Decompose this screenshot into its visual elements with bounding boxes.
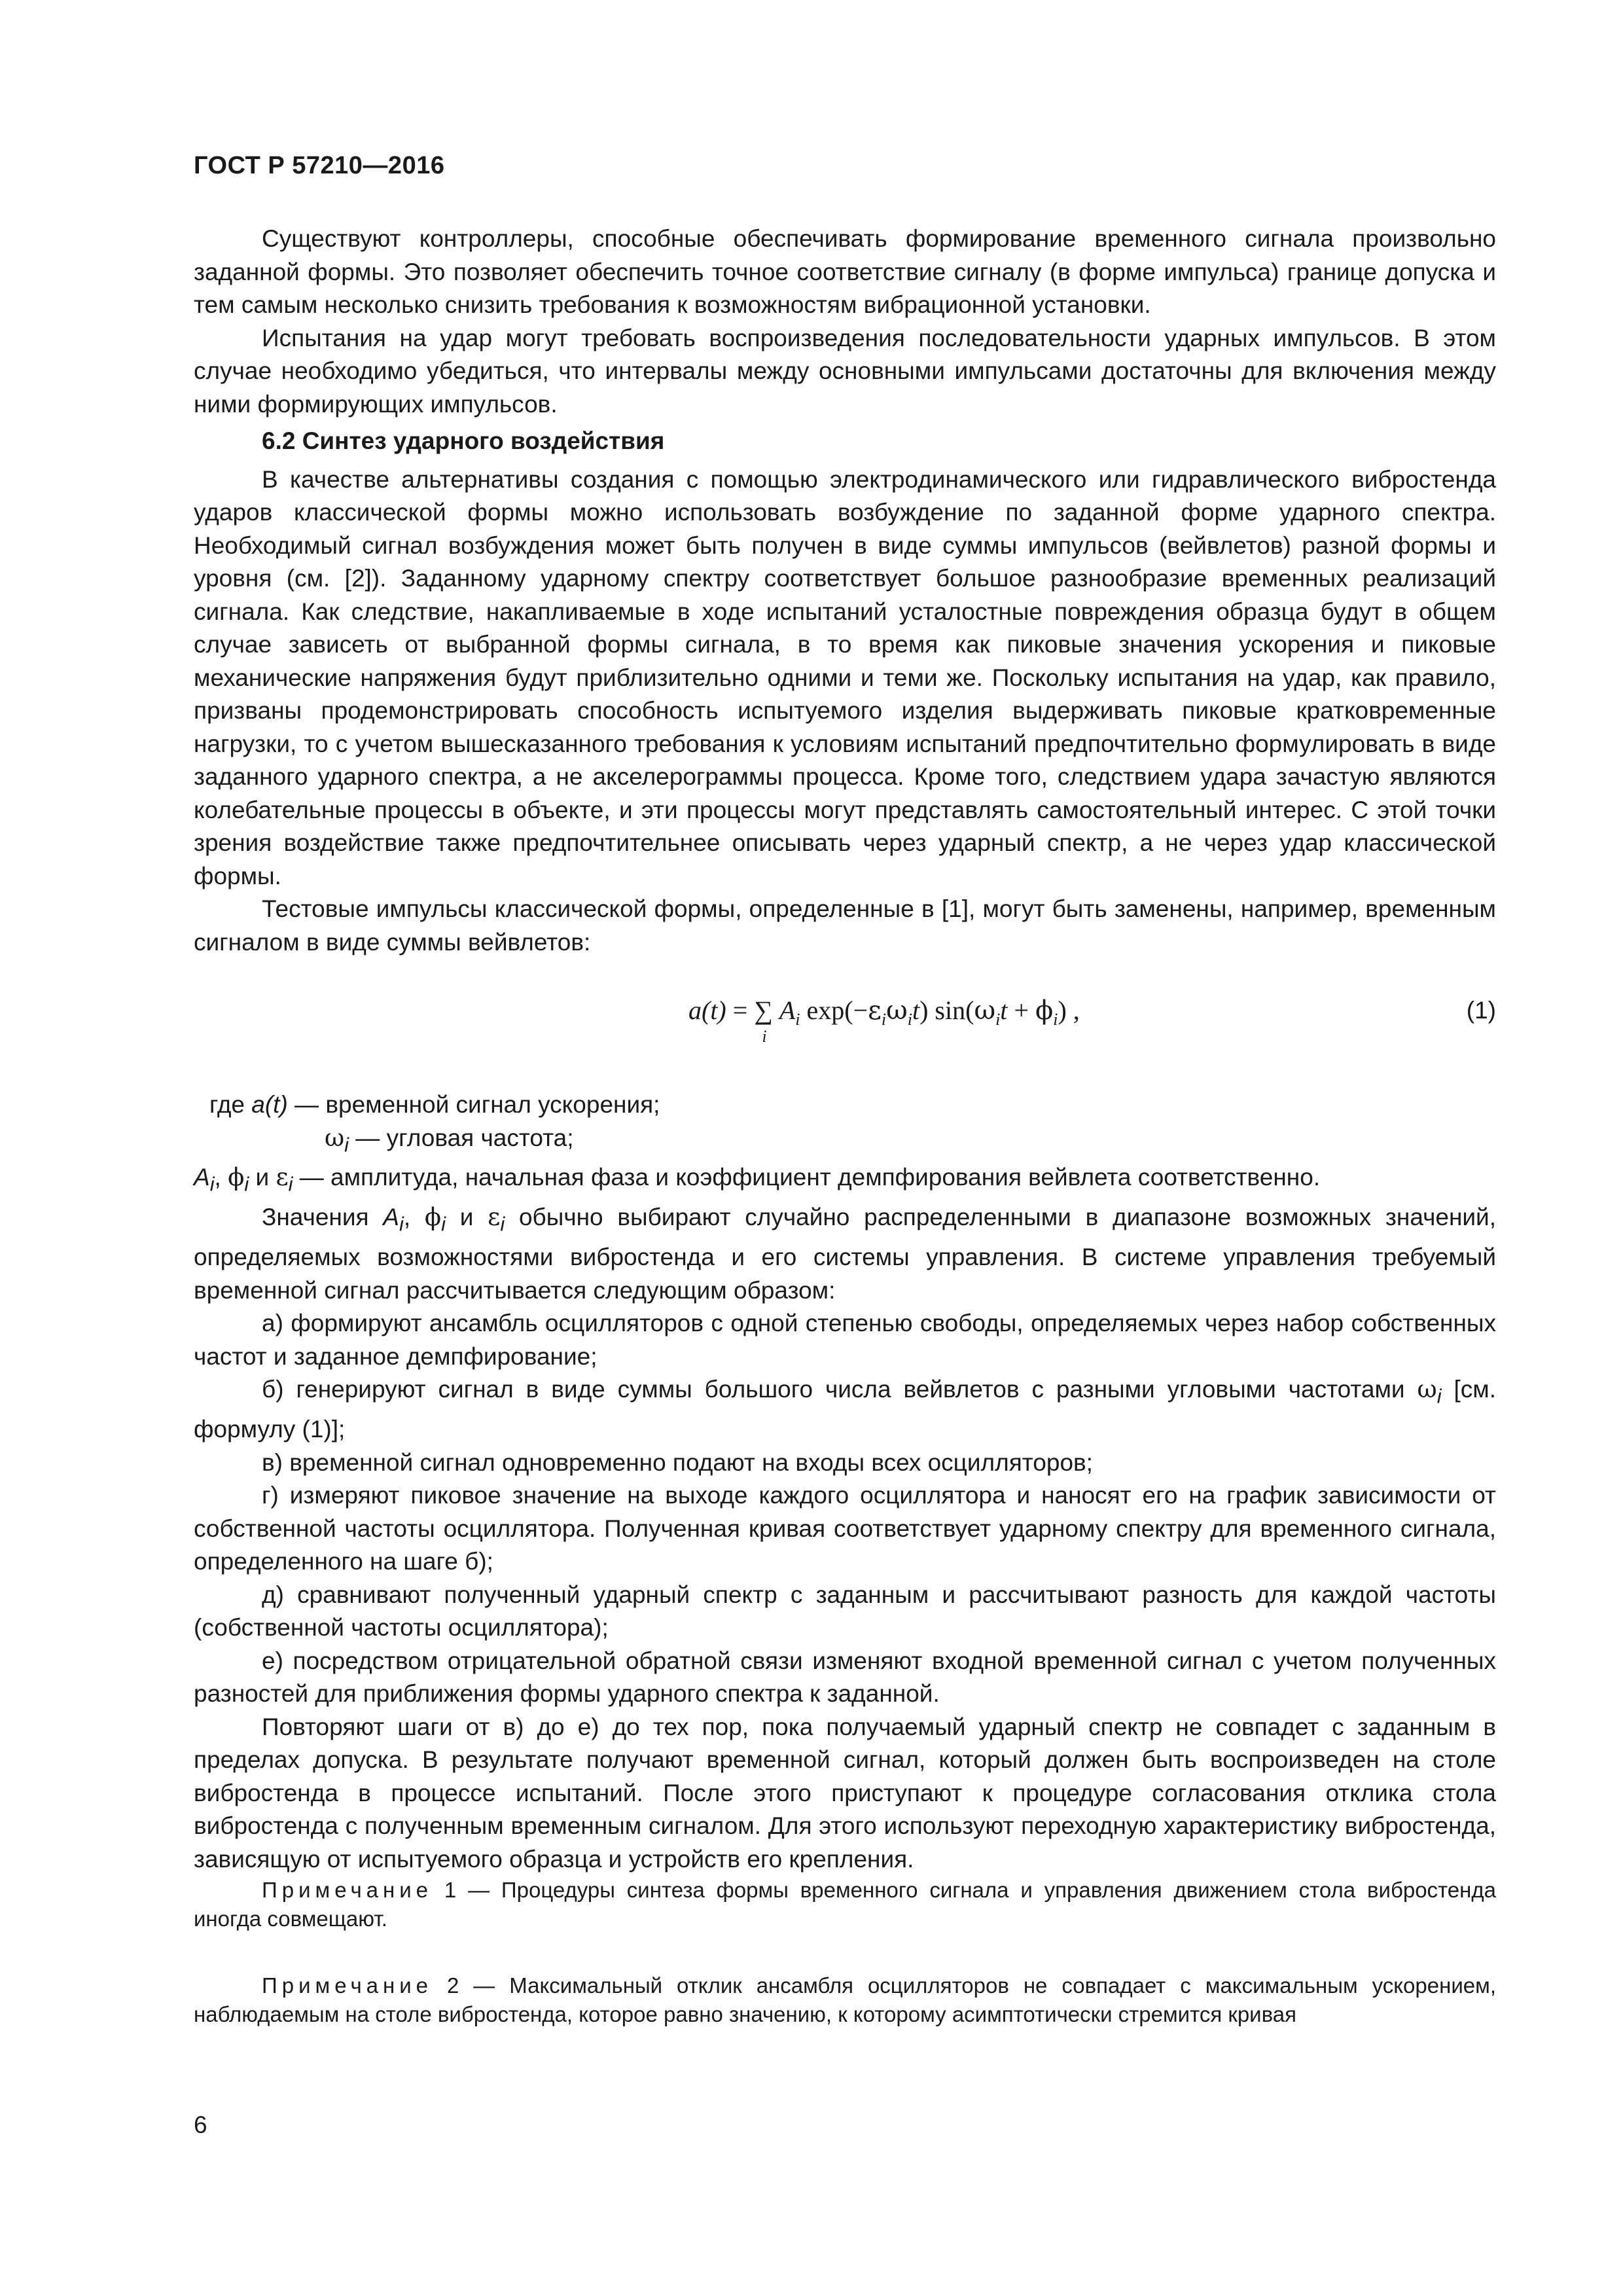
list-item: е) посредством отрицательной обратной связи изменяют входной временной сигнал с учетом полученных разностей для приближения формы ударного спектра к заданной. <box>194 1647 1496 1708</box>
note-number: 1 <box>433 1878 457 1903</box>
page-number: 6 <box>194 2111 207 2138</box>
var-sub: i <box>399 1212 404 1236</box>
paragraph: Повторяют шаги от в) до е) до тех пор, пока получаемый ударный спектр не совпадет с заданным в пределах допуска. В результате получают временной сигнал, который должен быть воспроизведен на столе вибростенда в процессе испытаний. После этого приступают к процедуре согласования отклика стола вибростенда с полученным временным сигналом. Для этого используют переходную характеристику вибростенда, зависящую от испытуемого образца и устройств его крепления. <box>194 1713 1496 1873</box>
doc-header: ГОСТ Р 57210—2016 <box>194 152 445 179</box>
formula-sub: i <box>795 1010 800 1029</box>
list-item: а) формируют ансамбль осцилляторов с одной степенью свободы, определяемых через набор собственных частот и заданное демпфирование; <box>194 1310 1496 1370</box>
var-sub: i <box>500 1212 505 1236</box>
text-span: и <box>445 1204 488 1231</box>
formula-omega: ω <box>974 996 996 1026</box>
formula-equals: = <box>732 996 748 1025</box>
formula-sub: i <box>881 1010 887 1029</box>
where-sub: i <box>244 1172 249 1196</box>
where-text: — угловая частота; <box>349 1124 574 1151</box>
sum-index: i <box>762 1027 767 1046</box>
paragraph: Тестовые импульсы классической формы, определенные в [1], могут быть заменены, например, временным сигналом в виде суммы вейвлетов: <box>194 895 1496 956</box>
var-sub: i <box>441 1212 446 1236</box>
formula-sin: ) sin( <box>919 996 974 1025</box>
list-item: г) измеряют пиковое значение на выходе каждого осциллятора и наносят его на график зависимости от собственной частоты осциллятора. Полученная кривая соответствует ударному спектру для временного сигнала, определенного на шаге б); <box>194 1482 1496 1575</box>
formula-t: t <box>1000 996 1008 1025</box>
formula <box>688 994 1080 1046</box>
formula-block <box>194 978 1496 1065</box>
formula-omega: ω <box>886 996 908 1026</box>
formula-t: t <box>912 996 920 1025</box>
where-line <box>194 1088 1496 1122</box>
list-item <box>194 1373 1496 1446</box>
where-text: — временной сигнал ускорения; <box>287 1091 660 1118</box>
where-prefix: где <box>209 1091 252 1118</box>
formula-plus: + <box>1007 996 1035 1025</box>
where-line <box>194 1161 1496 1201</box>
list-item: д) сравнивают полученный ударный спектр с заданным и рассчитывают разность для каждой частоты (собственной частоты осциллятора); <box>194 1581 1496 1641</box>
note-text: — Процедуры синтеза формы временного сигнала и управления движением стола вибростенда иногда совмещают. <box>194 1878 1496 1931</box>
note-number: 2 <box>433 1973 459 1998</box>
body-text <box>194 223 1496 2029</box>
formula-lhs: a(t) <box>688 996 726 1025</box>
formula-number: (1) <box>1466 997 1496 1024</box>
where-var: ϕ <box>228 1163 245 1192</box>
where-sub: i <box>344 1132 349 1156</box>
where-sub: i <box>288 1172 293 1196</box>
formula-sub: i <box>1053 1010 1058 1029</box>
var: A <box>383 1204 399 1231</box>
where-block <box>194 1088 1496 1201</box>
formula-sub: i <box>907 1010 912 1029</box>
note-label: Примечание <box>262 1878 433 1903</box>
sum-symbol <box>754 994 773 1046</box>
formula-exp: exp(− <box>806 996 868 1025</box>
paragraph: В качестве альтернативы создания с помощью электродинамического или гидравлического вибростенда ударов классической формы можно использовать возбуждение по заданной форме ударного спектра. Необходимый сигнал возбуждения может быть получен в виде суммы импульсов (вейвлетов) разной формы и уровня (см. [2]). Заданному ударному спектру соответствует большое разнообразие временных реализаций сигнала. Как следствие, накапливаемые в ходе испытаний усталостные повреждения образца будут в общем случае зависеть от выбранной формы сигнала, в то время как пиковые значения ускорения и пиковые механические напряжения будут приблизительно одними и теми же. Поскольку испытания на удар, как правило, призваны продемонстрировать способность испытуемого изделия выдерживать пиковые кратковременные нагрузки, то с учетом вышесказанного требования к условиям испытаний предпочтительно формулировать в виде заданного ударного спектра, а не акселерограммы процесса. Кроме того, следствием удара зачастую являются колебательные процессы в объекте, и эти процессы могут представлять самостоятельный интерес. С этой точки зрения воздействие также предпочтительнее описывать через ударный спектр, а не через удар классической формы. <box>194 465 1496 889</box>
var: ω <box>1417 1375 1437 1404</box>
where-text: — амплитуда, начальная фаза и коэффициент демпфирования вейвлета соответственно. <box>293 1164 1321 1191</box>
paragraph <box>194 1201 1496 1307</box>
var: ε <box>488 1203 501 1232</box>
list-item: в) временной сигнал одновременно подают на входы всех осцилляторов; <box>262 1448 1093 1476</box>
sum-glyph: ∑ <box>754 996 773 1025</box>
where-line <box>194 1122 1496 1162</box>
var: ϕ <box>424 1203 442 1232</box>
text-span: Значения <box>262 1204 383 1231</box>
formula-sub: i <box>995 1010 1001 1029</box>
where-var: ε <box>276 1163 289 1192</box>
formula-close: ) , <box>1058 996 1080 1025</box>
section-heading: 6.2 Синтез ударного воздействия <box>262 427 665 454</box>
var-sub: i <box>1436 1384 1442 1408</box>
where-var: a(t) <box>251 1091 288 1118</box>
where-var: A <box>194 1164 210 1191</box>
text-span: обычно выбирают случайно распределенными в диапазоне возможных значений, определяемых возможностями вибростенда и его системы управления. В системе управления требуемый временной сигнал рассчитывается следующим образом: <box>194 1204 1496 1304</box>
paragraph: Испытания на удар могут требовать воспроизведения последовательности ударных импульсов. В этом случае необходимо убедиться, что интервалы между основными импульсами достаточны для включения между ними формирующих импульсов. <box>194 324 1496 418</box>
where-sub: i <box>209 1172 215 1196</box>
note-1 <box>194 1876 1496 1933</box>
note-text: — Максимальный отклик ансамбля осцилляторов не совпадает с максимальным ускорением, наблюдаемым на столе вибростенда, которое равно значению, к которому асимптотически стремится кривая <box>194 1973 1496 2027</box>
text-span: б) генерируют сигнал в виде суммы большого числа вейвлетов с разными угловыми частотами <box>262 1376 1418 1403</box>
where-var: ω <box>325 1123 345 1152</box>
where-sep: и <box>249 1164 276 1191</box>
text-span: [см. формулу (1)]; <box>194 1376 1496 1443</box>
note-2 <box>194 1971 1496 2029</box>
note-label: Примечание <box>262 1973 433 1998</box>
formula-eps: ε <box>868 996 882 1026</box>
formula-phi: ϕ <box>1035 996 1054 1026</box>
formula-amp: A <box>779 996 796 1025</box>
where-sep: , <box>214 1164 228 1191</box>
text-span: , <box>403 1204 425 1231</box>
paragraph: Существуют контроллеры, способные обеспечивать формирование временного сигнала произвольно заданной формы. Это позволяет обеспечить точное соответствие сигналу (в форме импульса) границе допуска и тем самым несколько снизить требования к возможностям вибрационной установки. <box>194 225 1496 318</box>
